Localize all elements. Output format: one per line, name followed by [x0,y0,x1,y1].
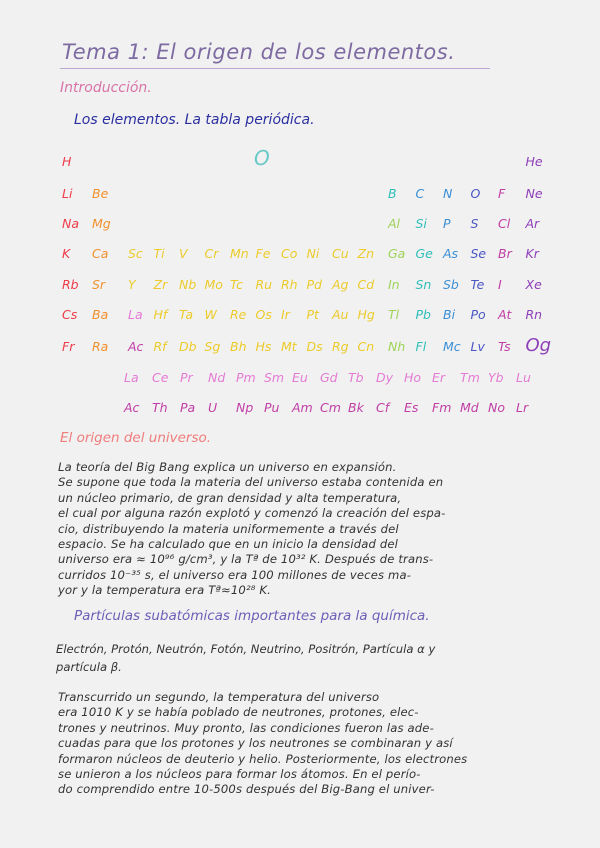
element-symbol: Na [62,216,80,231]
text-line: se unieron a los núcleos para formar los átomos. En el perío- [58,767,421,782]
element-symbol: In [388,277,400,292]
element-symbol: Re [230,307,247,322]
element-symbol: Rh [281,277,298,292]
element-symbol: Tm [460,370,480,385]
element-symbol: Ti [153,246,165,261]
element-symbol: Ni [306,246,320,261]
element-symbol: Pm [236,370,256,385]
paragraph-first-second [58,690,578,798]
element-symbol: V [179,246,188,261]
element-symbol: Lu [516,370,531,385]
element-symbol: Er [432,370,446,385]
element-symbol: Es [404,400,419,415]
element-symbol: Hg [357,307,375,322]
text-line: el cual por alguna razón explotó y comenzó la creación del espa- [58,506,446,521]
element-symbol: Nd [208,370,226,385]
element-symbol: Pt [306,307,319,322]
element-symbol: Hs [255,339,272,354]
element-symbol: No [488,400,505,415]
element-symbol: Bi [443,307,456,322]
element-symbol: C [415,186,425,201]
element-symbol: Tc [230,277,243,292]
element-symbol: Eu [292,370,308,385]
element-symbol: Pu [264,400,280,415]
element-symbol: Nb [179,277,197,292]
element-symbol: Db [179,339,197,354]
element-symbol: Ga [388,246,406,261]
text-line: era 1010 K y se había poblado de neutrones, protones, elec- [58,705,419,720]
element-symbol: Ts [498,339,511,354]
element-symbol: Cn [357,339,375,354]
element-symbol: I [498,277,502,292]
element-symbol: W [204,307,217,322]
element-symbol: Po [470,307,486,322]
element-symbol: Sc [128,246,143,261]
element-symbol: Mt [281,339,297,354]
element-symbol: Ne [525,186,543,201]
element-symbol: Cr [204,246,219,261]
element-symbol: N [443,186,453,201]
element-symbol: Li [62,186,73,201]
text-line: Se supone que toda la materia del universo estaba contenida en [58,475,444,490]
element-symbol: Nh [388,339,406,354]
element-symbol: Mg [92,216,111,231]
element-symbol: B [388,186,397,201]
element-symbol: Ru [255,277,273,292]
element-symbol: S [470,216,479,231]
element-symbol: Os [255,307,272,322]
element-symbol: Pa [180,400,196,415]
element-symbol: Am [292,400,313,415]
text-line: cuadas para que los protones y los neutrones se combinaran y así [58,736,453,751]
text-line: yor y la temperatura era Tª≈10²⁸ K. [58,583,271,598]
origin-heading: El origen del universo. [60,430,212,446]
element-symbol: Sg [204,339,221,354]
oxygen-doodle: O [254,146,270,170]
element-symbol: Mn [230,246,249,261]
text-line: universo era ≈ 10⁹⁶ g/cm³, y la Tª de 10³² K. Después de trans- [58,552,434,567]
element-symbol: H [62,154,72,169]
text-line: La teoría del Big Bang explica un universo en expansión. [58,460,397,474]
element-symbol: Fe [255,246,271,261]
text-line: do comprendido entre 10-500s después del Big-Bang el univer- [58,782,435,797]
element-symbol: Pr [180,370,193,385]
element-symbol: Ir [281,307,290,322]
element-symbol: Ce [152,370,169,385]
element-symbol: Cm [320,400,341,415]
element-symbol: Ra [92,339,109,354]
element-symbol: Ta [179,307,193,322]
element-symbol: Br [498,246,512,261]
element-symbol: Zr [153,277,168,292]
element-symbol: La [124,370,139,385]
element-symbol: Rf [153,339,167,354]
element-symbol: Mo [204,277,223,292]
element-symbol: Md [460,400,479,415]
paragraph-big-bang [58,460,578,599]
element-symbol: Gd [320,370,338,385]
element-symbol: Bh [230,339,247,354]
element-symbol: Ge [415,246,433,261]
element-symbol: Tb [348,370,364,385]
element-symbol: Lr [516,400,529,415]
element-symbol: Hf [153,307,168,322]
element-symbol: Yb [488,370,504,385]
element-symbol: Pd [306,277,322,292]
element-symbol: Tl [388,307,400,322]
page-title: Tema 1: El origen de los elementos. [62,40,456,64]
element-symbol: Cf [376,400,390,415]
element-symbol: Se [470,246,487,261]
element-symbol: O [470,186,481,201]
section-subtitle: Los elementos. La tabla periódica. [74,112,315,128]
element-symbol: Rg [332,339,349,354]
element-symbol: F [498,186,506,201]
element-symbol: Dy [376,370,394,385]
element-symbol: Sb [443,277,459,292]
element-symbol: Ca [92,246,109,261]
element-symbol: Be [92,186,109,201]
particles-list [56,640,586,676]
particles-heading: Partículas subatómicas importantes para la química. [74,608,430,624]
element-symbol: Cl [498,216,511,231]
element-symbol: K [62,246,71,261]
element-symbol: Ac [124,400,140,415]
element-symbol: Fm [432,400,452,415]
element-symbol: Rn [525,307,543,322]
element-symbol: As [443,246,459,261]
element-symbol: He [525,154,543,169]
element-symbol: Cu [332,246,349,261]
element-symbol: Sn [415,277,432,292]
element-symbol: Sm [264,370,285,385]
element-symbol: Rb [62,277,79,292]
element-symbol: Cs [62,307,78,322]
element-symbol: Bk [348,400,364,415]
element-symbol: Ds [306,339,323,354]
text-line: espacio. Se ha calculado que en un inicio la densidad del [58,537,399,552]
element-symbol: Xe [525,277,542,292]
text-line: Electrón, Protón, Neutrón, Fotón, Neutrino, Positrón, Partícula α y [56,642,436,656]
element-symbol: Y [128,277,136,292]
element-symbol: Lv [470,339,485,354]
title-underline [60,68,490,69]
element-symbol: Ag [332,277,349,292]
text-line: formaron núcleos de deuterio y helio. Posteriormente, los electrones [58,751,468,766]
element-symbol: Mc [443,339,461,354]
element-symbol: Ar [525,216,540,231]
element-symbol: Te [470,277,485,292]
element-symbol: Ho [404,370,422,385]
element-symbol: Co [281,246,298,261]
text-line: cio, distribuyendo la materia uniformemente a través del [58,521,399,536]
text-line: trones y neutrinos. Muy pronto, las condiciones fueron las ade- [58,720,434,735]
element-symbol: At [498,307,512,322]
element-symbol: Kr [525,246,539,261]
element-symbol: Fl [415,339,427,354]
element-symbol: Th [152,400,168,415]
element-symbol: Zn [357,246,374,261]
element-symbol: U [208,400,218,415]
element-symbol: Al [388,216,401,231]
element-symbol: Og [525,335,552,356]
text-line: partícula β. [56,660,122,674]
text-line: curridos 10⁻³⁵ s, el universo era 100 millones de veces ma- [58,567,412,582]
element-symbol: Au [332,307,349,322]
text-line: Transcurrido un segundo, la temperatura del universo [58,690,380,704]
element-symbol: Pb [415,307,431,322]
text-line: un núcleo primario, de gran densidad y alta temperatura, [58,490,402,505]
element-symbol: Np [236,400,254,415]
element-symbol: Cd [357,277,375,292]
intro-heading: Introducción. [60,80,152,96]
element-symbol: Si [415,216,427,231]
element-symbol: La [128,307,143,322]
element-symbol: P [443,216,451,231]
element-symbol: Sr [92,277,106,292]
element-symbol: Ac [128,339,144,354]
element-symbol: Fr [62,339,75,354]
element-symbol: Ba [92,307,109,322]
